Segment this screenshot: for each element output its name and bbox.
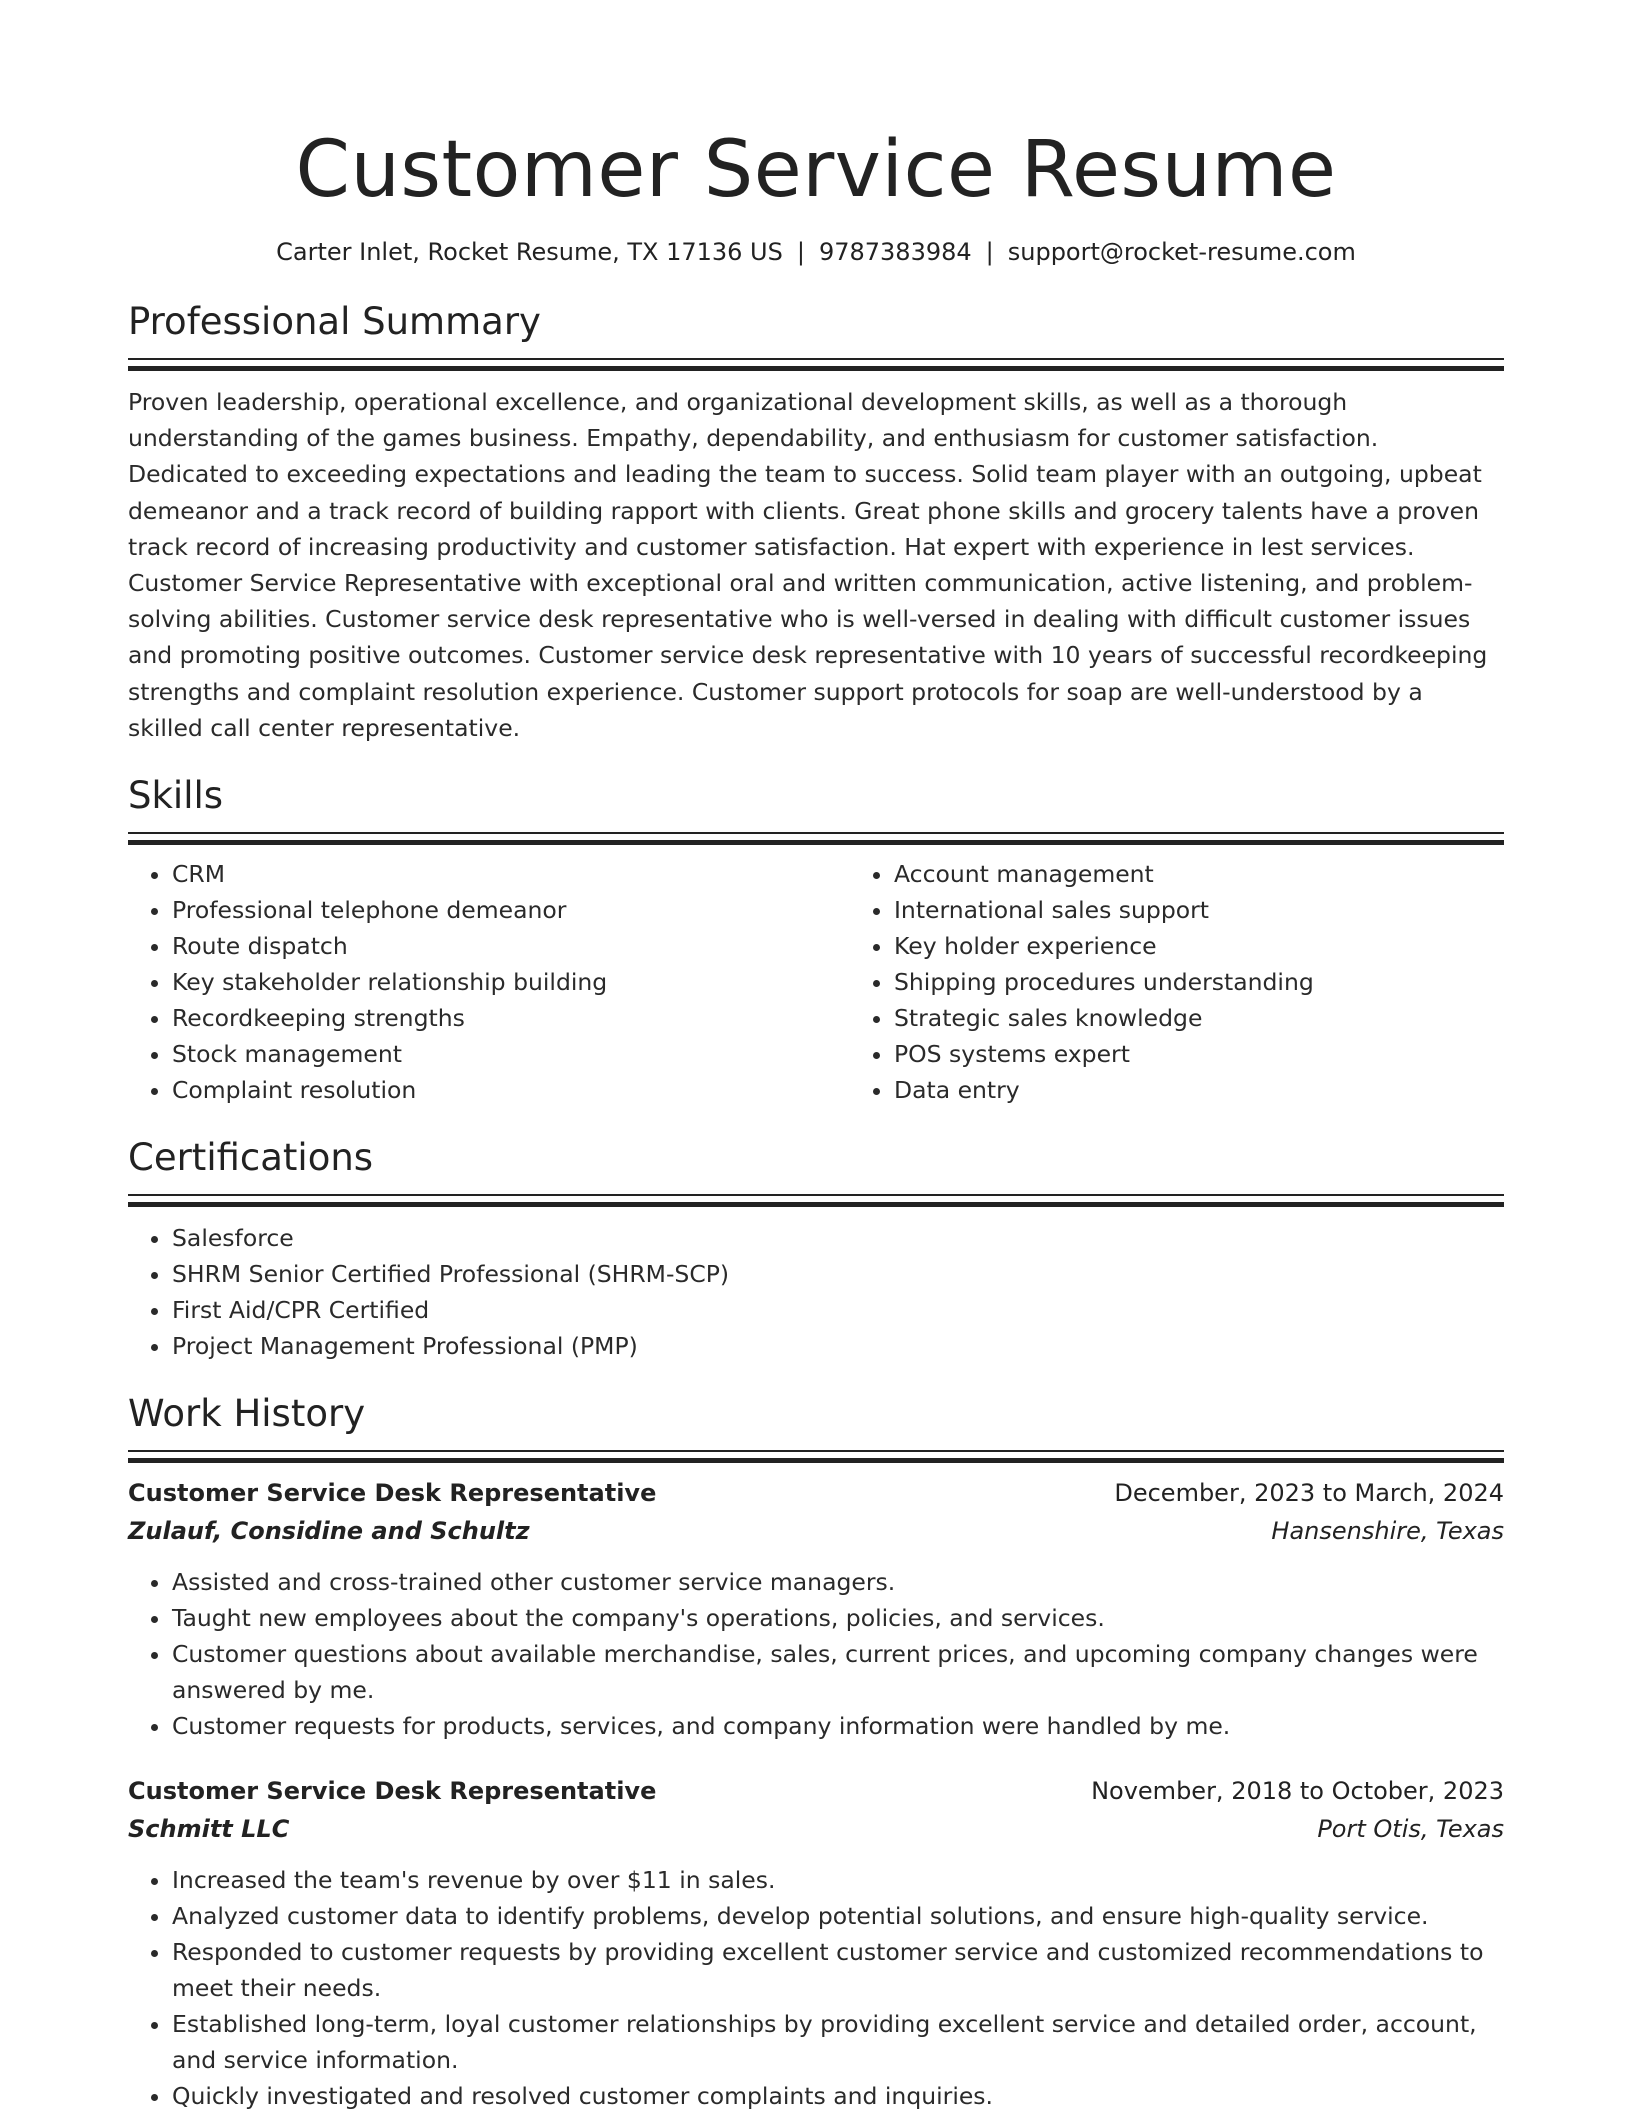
skills-list-left xyxy=(128,856,850,1108)
job-header-row xyxy=(128,1772,1504,1810)
skill-item: • Data entry xyxy=(894,1072,1572,1108)
skill-item: • POS systems expert xyxy=(894,1036,1572,1072)
section-divider xyxy=(128,358,1504,370)
skill-item: • International sales support xyxy=(894,892,1572,928)
contact-line xyxy=(128,236,1504,268)
job-location: Hansenshire, Texas xyxy=(1271,1517,1504,1546)
certifications-section xyxy=(128,1134,1504,1364)
skill-item: • Route dispatch xyxy=(172,928,850,964)
certification-item: • SHRM Senior Certified Professional (SHRM-SCP) xyxy=(172,1256,1504,1292)
skills-grid xyxy=(128,856,1504,1108)
certification-item: • Salesforce xyxy=(172,1220,1504,1256)
phone: 9787383984 xyxy=(818,238,972,266)
address: Carter Inlet, Rocket Resume, TX 17136 US xyxy=(276,238,783,266)
skill-item: • Complaint resolution xyxy=(172,1072,850,1108)
job-company-row xyxy=(128,1810,1504,1848)
job-company: Schmitt LLC xyxy=(128,1815,290,1844)
job-duty: • Responded to customer requests by providing excellent customer service and customized recommendations to meet their needs. xyxy=(172,1934,1504,2006)
job-dates: November, 2018 to October, 2023 xyxy=(1091,1777,1504,1806)
summary-text: Proven leadership, operational excellence, and organizational development skills, as well as a thorough understanding of the games business. Empathy, dependability, and enthusiasm for customer satisfaction. Dedicated to exceeding expectations and leading the team to success. Solid team player with an outgoing, upbeat demeanor and a track record of building rapport with clients. Great phone skills and grocery talents have a proven track record of increasing productivity and customer satisfaction. Hat expert with experience in lest services. Customer Service Representative with exceptional oral and written communication, active listening, and problem-solving abilities. Customer service desk representative who is well-versed in dealing with difficult customer issues and promoting positive outcomes. Customer service desk representative with 10 years of successful recordkeeping strengths and complaint resolution experience. Customer support protocols for soap are well-understood by a skilled call center representative. xyxy=(128,388,1488,742)
job-duties-list xyxy=(128,1862,1504,2114)
skill-item: • Stock management xyxy=(172,1036,850,1072)
job-company: Zulauf, Considine and Schultz xyxy=(128,1517,530,1546)
skill-item: • Key holder experience xyxy=(894,928,1572,964)
skill-item: • Recordkeeping strengths xyxy=(172,1000,850,1036)
job-entry xyxy=(128,1474,1504,1744)
skill-item: • CRM xyxy=(172,856,850,892)
job-duty: • Analyzed customer data to identify problems, develop potential solutions, and ensure high-quality service. xyxy=(172,1898,1504,1934)
skill-item: • Shipping procedures understanding xyxy=(894,964,1572,1000)
summary-heading: Professional Summary xyxy=(128,300,541,343)
job-location: Port Otis, Texas xyxy=(1317,1815,1504,1844)
skill-item: • Account management xyxy=(894,856,1572,892)
job-duty: • Assisted and cross-trained other customer service managers. xyxy=(172,1564,1504,1600)
skills-heading: Skills xyxy=(128,774,224,818)
certification-item: • Project Management Professional (PMP) xyxy=(172,1328,1504,1364)
certifications-list xyxy=(128,1220,1504,1364)
contact-separator: | xyxy=(985,238,994,266)
section-divider xyxy=(128,832,1504,844)
job-duty: • Taught new employees about the company's operations, policies, and services. xyxy=(172,1600,1504,1636)
job-dates: December, 2023 to March, 2024 xyxy=(1114,1479,1504,1508)
work-history-section xyxy=(128,1390,1504,2114)
job-duty: • Increased the team's revenue by over $11 in sales. xyxy=(172,1862,1504,1898)
section-divider xyxy=(128,1194,1504,1206)
work-history-heading: Work History xyxy=(128,1392,366,1436)
job-duties-list xyxy=(128,1564,1504,1744)
skills-list-right xyxy=(850,856,1572,1108)
skill-item: • Strategic sales knowledge xyxy=(894,1000,1572,1036)
skill-item: • Key stakeholder relationship building xyxy=(172,964,850,1000)
skills-section xyxy=(128,772,1504,1108)
job-duty: • Customer questions about available merchandise, sales, current prices, and upcoming company changes were answered by me. xyxy=(172,1636,1504,1708)
job-duty: • Established long-term, loyal customer relationships by providing excellent service and detailed order, account, and service information. xyxy=(172,2006,1504,2078)
skill-item: • Professional telephone demeanor xyxy=(172,892,850,928)
job-duty: • Quickly investigated and resolved customer complaints and inquiries. xyxy=(172,2078,1504,2114)
job-company-row xyxy=(128,1512,1504,1550)
job-duty: • Customer requests for products, services, and company information were handled by me. xyxy=(172,1708,1504,1744)
job-title: Customer Service Desk Representative xyxy=(128,1777,657,1806)
resume-title: Customer Service Resume xyxy=(295,125,1337,215)
email: support@rocket-resume.com xyxy=(1007,238,1356,266)
summary-section xyxy=(128,298,1504,746)
certification-item: • First Aid/CPR Certified xyxy=(172,1292,1504,1328)
section-divider xyxy=(128,1450,1504,1462)
job-title: Customer Service Desk Representative xyxy=(128,1479,657,1508)
job-entry xyxy=(128,1772,1504,2114)
certifications-heading: Certifications xyxy=(128,1136,374,1180)
contact-separator: | xyxy=(796,238,805,266)
job-header-row xyxy=(128,1474,1504,1512)
resume-page xyxy=(128,0,1504,2114)
